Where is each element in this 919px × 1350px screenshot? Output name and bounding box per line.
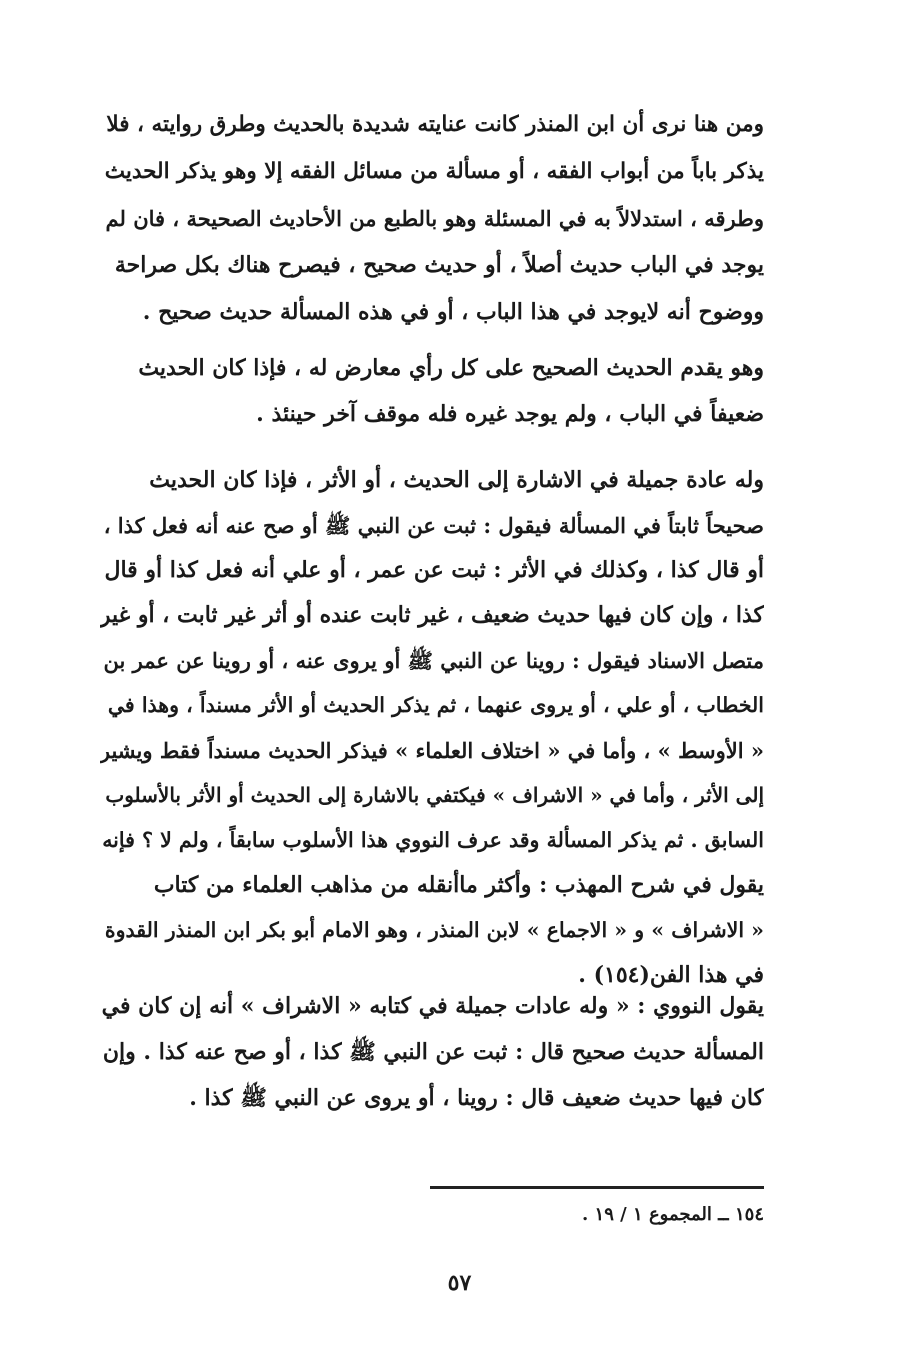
text-line: المسألة حديث صحيح قال : ثبت عن النبي ﷺ كذا ، أو صح عنه كذا . وإن [102,1039,764,1065]
text-line: متصل الاسناد فيقول : روينا عن النبي ﷺ أو يروى عنه ، أو روينا عن عمر بن [103,648,764,673]
text-line: ووضوح أنه لايوجد في هذا الباب ، أو في هذه المسألة حديث صحيح . [142,299,764,325]
text-line: إلى الأثر ، وأما في « الاشراف » فيكتفي بالاشارة إلى الحديث أو الأثر بالأسلوب [105,783,764,807]
text-line: « الأوسط » ، وأما في « اختلاف العلماء » فيذكر الحديث مسنداً فقط ويشير [100,738,764,763]
footnote-divider [430,1186,764,1189]
paragraph-3 [100,458,764,998]
text-line: في هذا الفن(١٥٤) . [578,962,764,988]
text-line: السابق . ثم يذكر المسألة وقد عرف النووي هذا الأسلوب سابقاً ، ولم لا ؟ فإنه [102,828,764,852]
text-line: وطرقه ، استدلالاً به في المسئلة وهو بالطبع من الأحاديث الصحيحة ، فان لم [105,206,764,231]
page-number: ٥٧ [447,1270,472,1296]
text-line: يذكر باباً من أبواب الفقه ، أو مسألة من مسائل الفقه إلا وهو يذكر الحديث [104,159,764,184]
text-line: وله عادة جميلة في الاشارة إلى الحديث ، أو الأثر ، فإذا كان الحديث [149,467,764,493]
text-line: ومن هنا نرى أن ابن المنذر كانت عنايته شديدة بالحديث وطرق روايته ، فلا [106,112,764,137]
text-line: ضعيفاً في الباب ، ولم يوجد غيره فله موقف آخر حينئذ . [256,401,764,427]
paragraph-1 [100,101,764,336]
text-line: صحيحاً ثابتاً في المسألة فيقول : ثبت عن النبي ﷺ أو صح عنه أنه فعل كذا ، [103,513,764,538]
text-line: « الاشراف » و « الاجماع » لابن المنذر ، وهو الامام أبو بكر ابن المنذر القدوة [104,918,764,942]
footnote: ١٥٤ ــ المجموع ١ / ١٩ . [582,1204,764,1225]
text-line: يقول في شرح المهذب : وأكثر ماأنقله من مذاهب العلماء من كتاب [153,872,764,898]
text-line: أو قال كذا ، وكذلك في الأثر : ثبت عن عمر ، أو علي أنه فعل كذا أو قال [104,557,764,583]
text-line: يوجد في الباب حديث أصلاً ، أو حديث صحيح ، فيصرح هناك بكل صراحة [114,252,764,278]
text-line: كان فيها حديث ضعيف قال : روينا ، أو يروى عن النبي ﷺ كذا . [189,1085,764,1111]
text-line: يقول النووي : « وله عادات جميلة في كتابه « الاشراف » أنه إن كان في [101,993,764,1019]
paragraph-2 [100,345,764,437]
text-line: الخطاب ، أو علي ، أو يروى عنهما ، ثم يذكر الحديث أو الأثر مسنداً ، وهذا في [107,693,764,717]
paragraph-4 [100,983,764,1121]
text-line: وهو يقدم الحديث الصحيح على كل رأي معارض له ، فإذا كان الحديث [138,355,764,381]
text-line: كذا ، وإن كان فيها حديث ضعيف ، غير ثابت عنده أو أثر غير ثابت ، أو غير [100,602,764,628]
